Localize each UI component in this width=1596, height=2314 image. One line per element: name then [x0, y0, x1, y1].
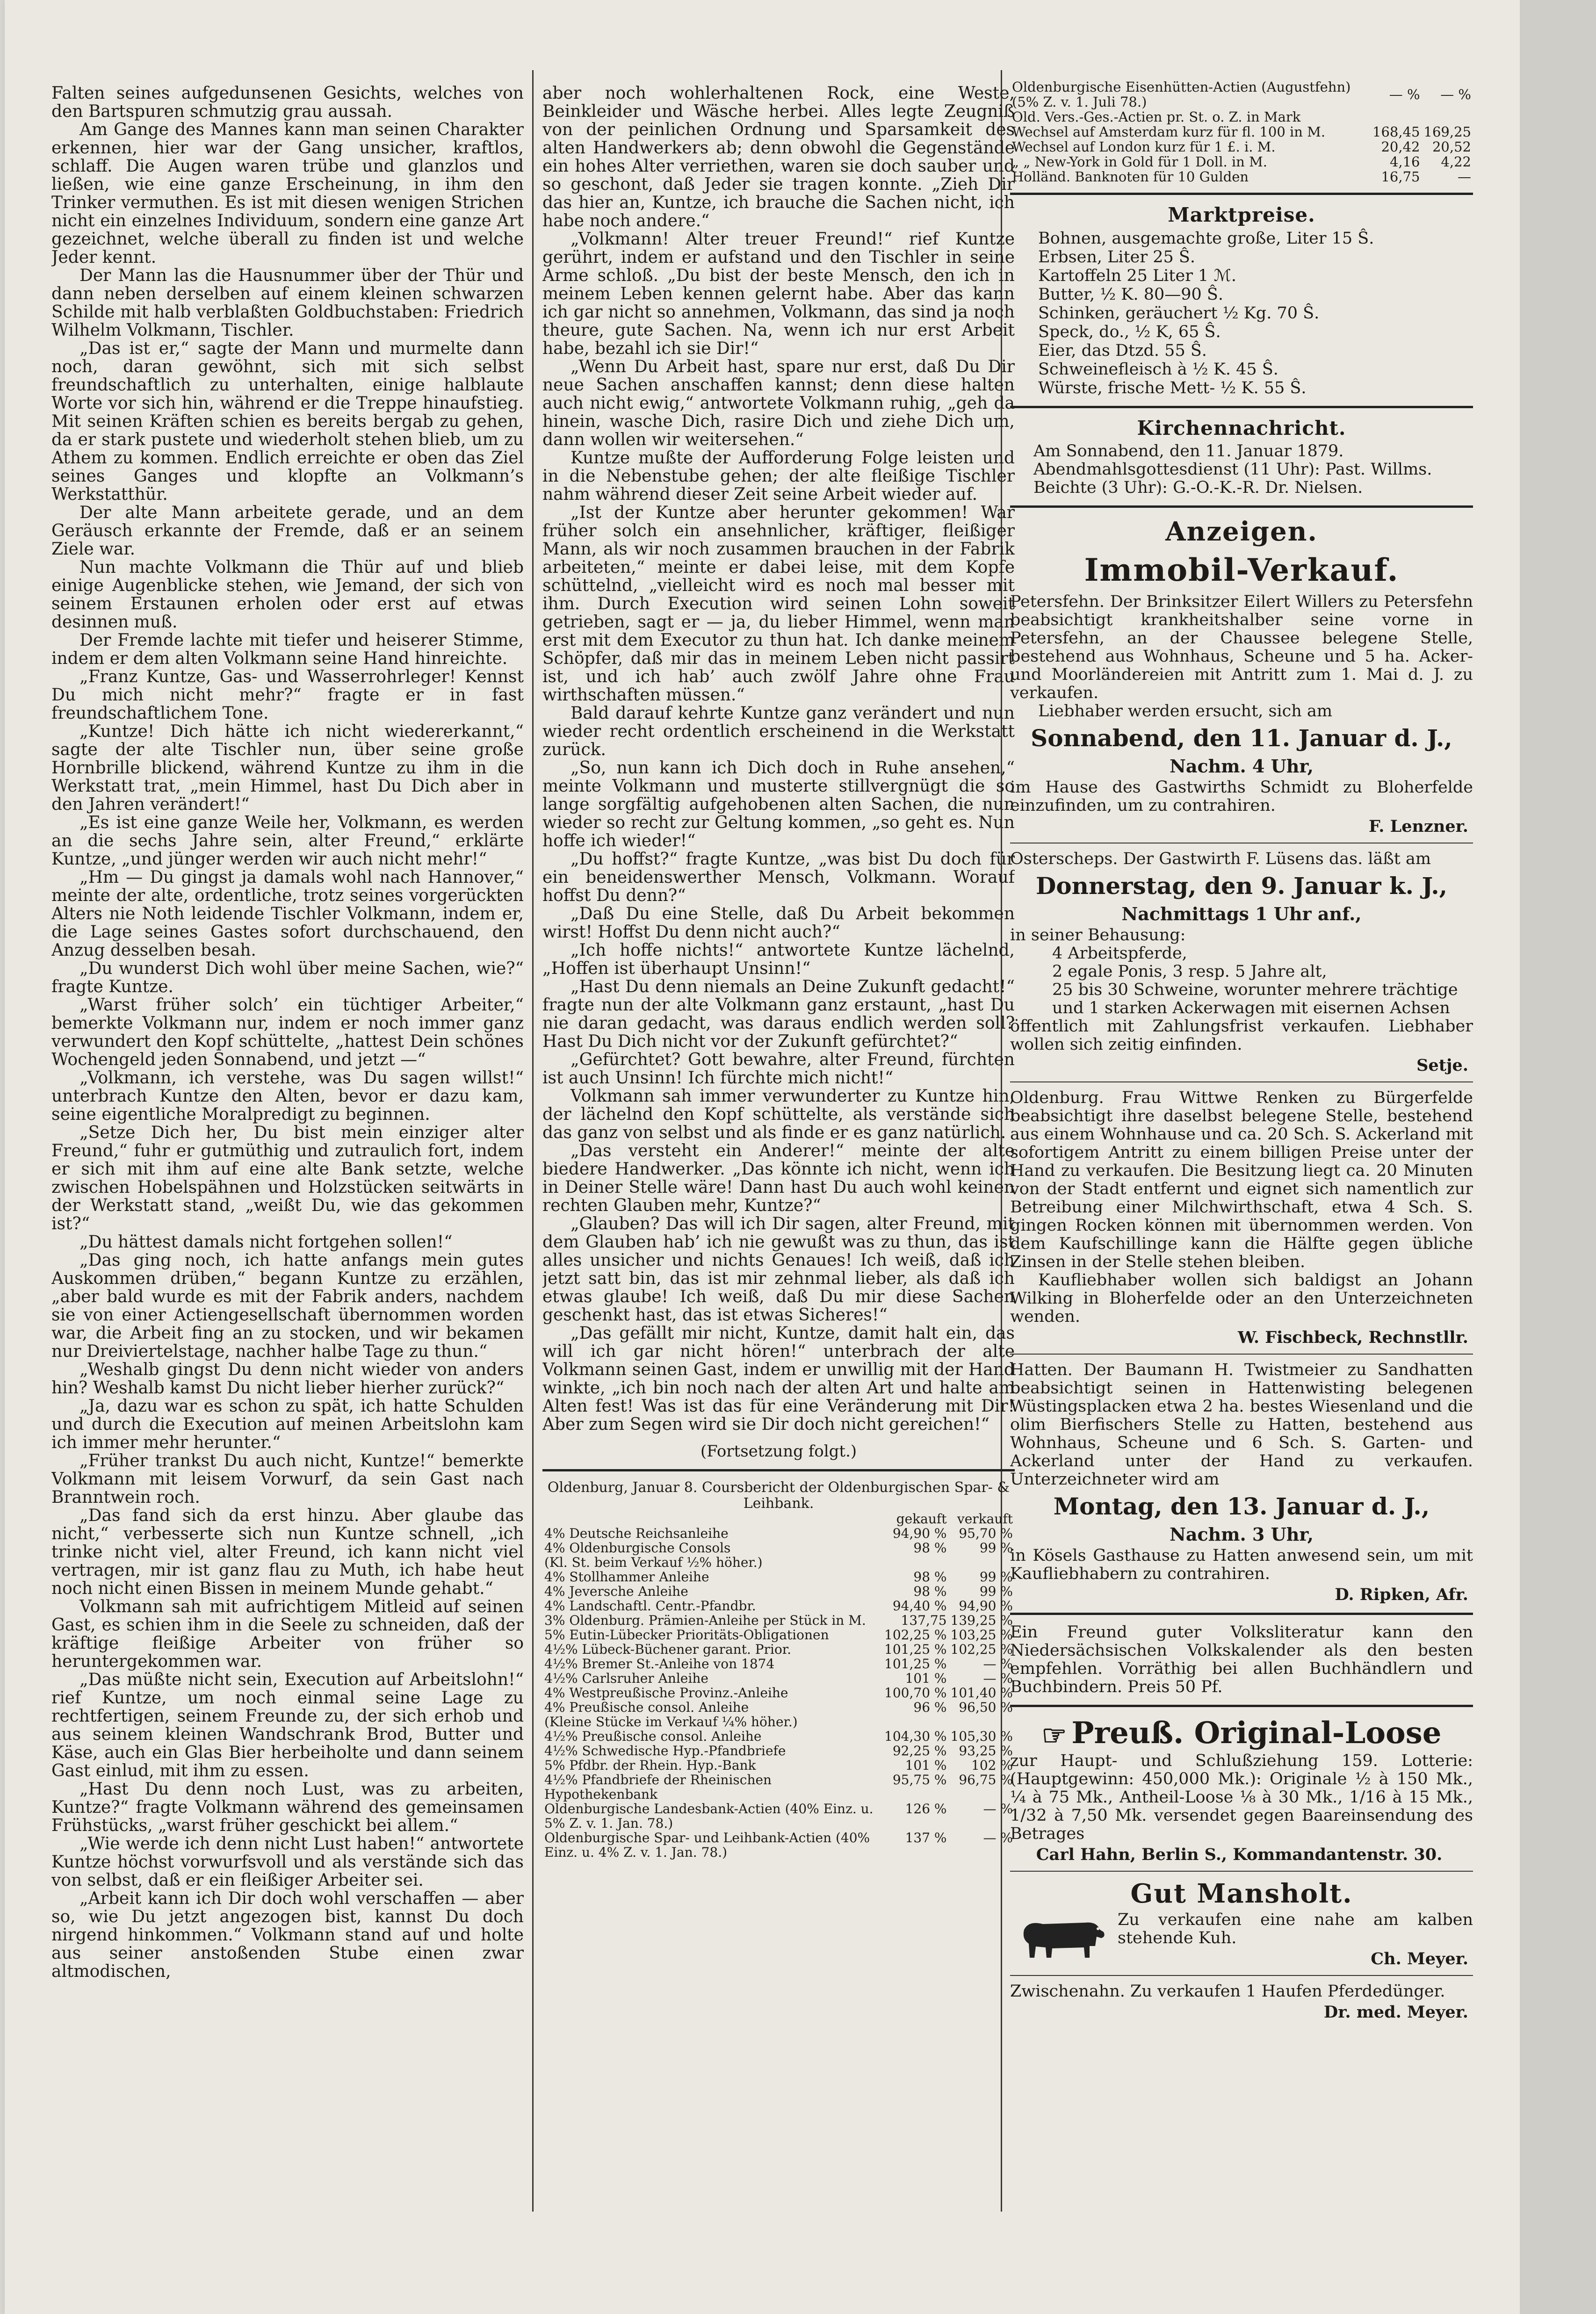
paragraph: Der alte Mann arbeitete gerade, und an dem Geräusch erkannte der Fremde, daß er an seinem Ziele war. — [51, 503, 524, 559]
row-value — [1422, 109, 1473, 124]
row-label: Old. Vers.-Ges.-Actien pr. St. o. Z. in Mark — [1012, 109, 1301, 125]
row-value: 105,30 % — [950, 1729, 1013, 1744]
table-row — [542, 1657, 1015, 1671]
row-label: Oldenburgische Landesbank-Actien (40% Einz. u. 5% Z. v. 1. Jan. 78.) — [544, 1801, 874, 1831]
row-value: 99 % — [979, 1540, 1013, 1556]
table-row — [542, 1613, 1015, 1628]
row-value: 102 % — [971, 1758, 1013, 1773]
cow-icon — [1015, 1911, 1108, 1962]
table-row — [542, 1773, 1015, 1802]
row-value: 101,25 % — [884, 1642, 947, 1657]
row-label: 3% Oldenburg. Prämien-Anleihe per Stück in M. — [544, 1613, 866, 1628]
row-value: 103,25 % — [950, 1627, 1013, 1643]
pointing-hand-icon: ☞ — [1041, 1719, 1067, 1752]
section-rule — [542, 1469, 1015, 1471]
row-value: 137 % — [905, 1830, 947, 1845]
ad-text: Kaufliebhaber wollen sich baldigst an Johann Wilking in Bloherfelde oder an den Unterzeichneten wenden. — [1010, 1271, 1473, 1326]
ad-text: Ein Freund guter Volksliteratur kann den Niedersächsischen Volkskalender als den besten empfehlen. Vorräthig bei allen Buchhändlern und Buchbindern. Preis 50 Pf. — [1010, 1623, 1473, 1696]
row-value — [1371, 109, 1422, 124]
paragraph: „Das müßte nicht sein, Execution auf Arbeitslohn!“ rief Kuntze, um noch einmal seine Lage zu rechtfertigen, seinem Freunde zu, der sich erhob und aus seinem kleinen Wandschrank Brod, Butter und Käse, auch ein Glas Bier herbeiholte und dann seinem Gast einlud, mit ihm zu essen. — [51, 1670, 524, 1781]
row-value — [882, 1715, 948, 1729]
ad-list-item: und 1 starken Ackerwagen mit eisernen Achsen — [1052, 999, 1450, 1017]
table-row — [542, 1744, 1015, 1758]
table-row — [1010, 109, 1473, 124]
table-row — [542, 1802, 1015, 1831]
market-item: Schweinefleisch à ½ K. 45 Ŝ. — [1038, 360, 1278, 379]
ad-signature: Carl Hahn, Berlin S., Kommandantenstr. 30. — [1036, 1845, 1443, 1864]
paragraph: „Warst früher solch’ ein tüchtiger Arbeiter,“ bemerkte Volkmann nur, indem er noch immer ganz verwundert den Kopf schüttelte, „hattest Dein schönes Wochengeld jeden Sonnabend, und jetzt —“ — [51, 995, 524, 1069]
row-value: 93,25 % — [959, 1743, 1013, 1759]
ad-divider — [1010, 1081, 1473, 1082]
row-label: 4% Deutsche Reichsanleihe — [544, 1526, 729, 1541]
row-value: 102,25 % — [884, 1627, 947, 1643]
row-value: — % — [1440, 87, 1471, 102]
ad-text: Oldenburg. Frau Wittwe Renken zu Bürgerfelde beabsichtigt ihre daselbst belegene Stelle, bestehend aus einem Wohnhause und ca. 20 Sch. S. Ackerland mit sofortigem Antritt zu einem billigen Preise unter der Hand zu verkaufen. Die Besitzung liegt ca. 20 Minuten von der Stadt entfernt und eignet sich namentlich zur Betreibung einer Milchwirthschaft, etwa 4 Sch. S. gingen Rocken können mit übernommen werden. Von dem Kaufschillinge kann die Hälfte gegen übliche Zinsen in der Stelle stehen bleiben. — [1010, 1089, 1473, 1271]
row-value: — — [1458, 169, 1471, 185]
section-rule — [1010, 1613, 1473, 1615]
table-row — [542, 1570, 1015, 1584]
table-row — [542, 1526, 1015, 1541]
paragraph: „Arbeit kann ich Dir doch wohl verschaffen — aber so, wie Du jetzt angezogen bist, kannst Du doch nirgend hinkommen.“ Volkmann stand auf und holte aus seiner anstoßenden Stube einen zwar altmodischen, — [51, 1889, 524, 1981]
market-item: Speck, do., ½ K, 65 Ŝ. — [1038, 323, 1221, 341]
row-value: 4,16 — [1389, 154, 1420, 170]
row-label: 4½% Bremer St.-Anleihe von 1874 — [544, 1656, 775, 1672]
table-row — [542, 1628, 1015, 1642]
ad-text: öffentlich mit Zahlungsfrist verkaufen. Liebhaber wollen sich zeitig einfinden. — [1010, 1017, 1473, 1054]
paragraph: „Du hättest damals nicht fortgehen sollen!“ — [79, 1233, 453, 1252]
market-item: Erbsen, Liter 25 Ŝ. — [1038, 248, 1195, 267]
course-table — [542, 1512, 1015, 1860]
table-row — [542, 1599, 1015, 1613]
ad-list-item: 4 Arbeitspferde, — [1052, 944, 1187, 963]
row-value: 102,25 % — [950, 1642, 1013, 1657]
table-row — [542, 1555, 1015, 1570]
column-story-part1 — [51, 84, 524, 2216]
table-row — [542, 1541, 1015, 1555]
lottery-heading — [1010, 1716, 1473, 1752]
table-row — [542, 1642, 1015, 1657]
market-item: Bohnen, ausgemachte große, Liter 15 Ŝ. — [1038, 229, 1374, 248]
table-row — [542, 1671, 1015, 1686]
row-value: 99 % — [979, 1569, 1013, 1585]
church-title: Kirchennachricht. — [1137, 417, 1346, 440]
paragraph: Volkmann sah immer verwunderter zu Kuntze hin, der lächelnd den Kopf schüttelte, als verstände sich das ganz von selbst und als finde er es ganz natürlich. — [542, 1087, 1015, 1142]
paragraph: „Weshalb gingst Du denn nicht wieder von anders hin? Weshalb kamst Du nicht lieber hierher zurück?“ — [51, 1360, 524, 1398]
row-value: 101 % — [905, 1758, 947, 1773]
row-label: 4% Preußische consol. Anleihe — [544, 1700, 749, 1715]
row-label: 4% Jeversche Anleihe — [544, 1584, 688, 1599]
paragraph: „Wie werde ich denn nicht Lust haben!“ antwortete Kuntze höchst vorwurfsvoll und als verstände sich das von selbst, daß er ein fleißiger Arbeiter sei. — [51, 1834, 524, 1890]
table-row — [542, 1715, 1015, 1729]
paragraph: „Das versteht ein Anderer!“ meinte der alte biedere Handwerker. „Das könnte ich nicht, wenn ich in Deiner Stelle wäre! Dann hast Du auch wohl keinen rechten Glauben mehr, Kuntze?“ — [542, 1141, 1015, 1215]
market-list — [1010, 229, 1473, 397]
ad-date: Montag, den 13. Januar d. J., — [1053, 1492, 1430, 1520]
row-label: 5% Pfdbr. der Rhein. Hyp.-Bank — [544, 1758, 756, 1773]
ad-list-item: 2 egale Ponis, 3 resp. 5 Jahre alt, — [1052, 962, 1327, 981]
ads-title: Anzeigen. — [1165, 516, 1318, 547]
church-line: Abendmahlsgottesdienst (11 Uhr): Past. Willms. — [1033, 460, 1432, 479]
lottery-heading-text: Preuß. Original-Loose — [1071, 1716, 1442, 1751]
header-cell: gekauft — [896, 1511, 947, 1527]
row-label: (Kl. St. beim Verkauf ½% höher.) — [544, 1555, 763, 1570]
market-title: Marktpreise. — [1168, 203, 1315, 226]
paragraph: Falten seines aufgedunsenen Gesichts, welches von den Bartspuren schmutzig grau aussah. — [51, 84, 524, 121]
ad-signature: W. Fischbeck, Rechnstllr. — [1238, 1328, 1468, 1347]
paragraph: „Hast Du denn noch Lust, was zu arbeiten, Kuntze?“ fragte Volkmann während des gemeinsamen Frühstücks, „warst früher geschickt bei allem.“ — [51, 1780, 524, 1835]
ad-heading: Immobil-Verkauf. — [1084, 552, 1399, 588]
row-value: — % — [983, 1671, 1013, 1686]
ad-text: Osterscheps. Der Gastwirth F. Lüsens das. läßt am — [1010, 850, 1431, 868]
row-value: 94,90 % — [892, 1526, 947, 1541]
row-value: 95,70 % — [959, 1526, 1013, 1541]
row-label: 4% Westpreußische Provinz.-Anleihe — [544, 1685, 788, 1701]
paragraph: „Das ist er,“ sagte der Mann und murmelte dann noch, daran gewöhnt, sich mit sich selbst freundschaftlich zu unterhalten, einige halblaute Worte vor sich hin, während er die Treppe hinaufstieg. Mit seinen Kräften schien es bereits bergab zu gehen, da er stark pustete und wiederholt stehen blieb, um zu Athem zu kommen. Endlich erreichte er oben das Ziel seines Ganges und klopfte an Volkmann’s Werkstatthür. — [51, 339, 524, 504]
row-value: 101 % — [905, 1671, 947, 1686]
ad-date: Sonnabend, den 11. Januar d. J., — [1031, 724, 1452, 752]
row-value: — % — [1389, 87, 1420, 102]
row-value: 98 % — [913, 1540, 947, 1556]
row-label: 4½% Pfandbriefe der Rheinischen Hypothekenbank — [544, 1772, 772, 1802]
row-value: 100,70 % — [884, 1685, 947, 1701]
row-value: 20,42 — [1381, 139, 1420, 155]
paragraph: „Hast Du denn niemals an Deine Zukunft gedacht!“ fragte nun der alte Volkmann ganz erstaunt, „hast Du nie daran gedacht, was daraus endlich werden soll? Hast Du Dich nicht vor der Zukunft gefürchtet?“ — [542, 977, 1015, 1051]
row-value: — % — [983, 1830, 1013, 1845]
paragraph: „Das ging noch, ich hatte anfangs mein gutes Auskommen drüben,“ begann Kuntze zu erzählen, „aber bald wurde es mit der Fabrik anders, nachdem sie von einer Actiengesellschaft übernommen worden war, die Arbeit fing an zu stocken, und wir bekamen nur Dreiviertelstage, nachher halbe Tage zu thun.“ — [51, 1251, 524, 1361]
table-row — [542, 1729, 1015, 1744]
row-value: 95,75 % — [892, 1772, 947, 1788]
ad-text: Liebhaber werden ersucht, sich am — [1038, 702, 1333, 721]
ad-signature: Ch. Meyer. — [1371, 1949, 1468, 1968]
row-label: 4½% Lübeck-Büchener garant. Prior. — [544, 1642, 792, 1657]
row-value: 101,40 % — [950, 1685, 1013, 1701]
row-label: Oldenburgische Eisenhütten-Actien (Augustfehn) (5% Z. v. 1. Juli 78.) — [1012, 79, 1351, 110]
row-value: — % — [983, 1656, 1013, 1672]
paragraph: „Du wunderst Dich wohl über meine Sachen, wie?“ fragte Kuntze. — [51, 959, 524, 996]
ad-text: im Hause des Gastwirths Schmidt zu Bloherfelde einzufinden, um zu contrahiren. — [1010, 778, 1473, 815]
paragraph: „Setze Dich her, Du bist mein einziger alter Freund,“ fuhr er gutmüthig und zutraulich fort, indem er sich mit ihm auf eine alte Bank setzte, welche zwischen Hobelspähnen und Holzstücken seitwärts in der Werkstatt stand, „weißt Du, wie das gekommen ist?“ — [51, 1123, 524, 1233]
row-label: 4½% Carlsruher Anleihe — [544, 1671, 708, 1686]
row-label: (Kleine Stücke im Verkauf ¼% höher.) — [544, 1714, 798, 1730]
row-value: 101,25 % — [884, 1656, 947, 1672]
section-rule — [1010, 505, 1473, 508]
row-value: 96,50 % — [959, 1700, 1013, 1715]
paragraph: Kuntze mußte der Aufforderung Folge leisten und in die Nebenstube gehen; der alte fleißige Tischler nahm während dieser Zeit seine Arbeit wieder auf. — [542, 448, 1015, 504]
market-item: Butter, ½ K. 80—90 Ŝ. — [1038, 285, 1223, 304]
row-label: 4% Oldenburgische Consols — [544, 1540, 731, 1556]
ad-text: Petersfehn. Der Brinksitzer Eilert Willers zu Petersfehn beabsichtigt krankheitshalber seine vorne in Petersfehn, an der Chaussee belegene Stelle, bestehend aus Wohnhaus, Scheune und 5 ha. Acker- und Moorländereien mit Antritt zum 1. Mai d. J. zu verkaufen. — [1010, 592, 1473, 702]
paragraph: „Du hoffst?“ fragte Kuntze, „was bist Du doch für ein beneidenswerther Mensch, Volkmann. Worauf hoffst Du denn?“ — [542, 850, 1015, 905]
column-notices — [1010, 79, 1473, 2212]
ad-signature: Dr. med. Meyer. — [1323, 2002, 1468, 2022]
row-value: 137,75 — [901, 1613, 947, 1628]
row-value: 104,30 % — [884, 1729, 947, 1744]
header-cell — [542, 1512, 882, 1526]
table-row — [542, 1700, 1015, 1715]
paragraph: „Hm — Du gingst ja damals wohl nach Hannover,“ meinte der alte, ordentliche, trotz seines vorgerückten Alters nie Noth leidende Tischler Volkmann, indem er, die Lage seines Gastes sofort durchschauend, den Anzug desselben besah. — [51, 868, 524, 960]
paragraph: aber noch wohlerhaltenen Rock, eine Weste, Beinkleider und Wäsche herbei. Alles legte Zeugniß von der peinlichen Ordnung und Sparsamkeit des alten Handwerkers ab; denn obwohl die Gegenstände ein hohes Alter verriethen, waren sie doch sauber und so geschont, daß Jeder sie tragen konnte. „Zieh Dir das hier an, Kuntze, ich brauche die Sachen nicht, ich habe noch andere.“ — [542, 84, 1015, 231]
church-line: Beichte (3 Uhr): G.-O.-K.-R. Dr. Nielsen. — [1033, 478, 1363, 497]
table-row — [542, 1758, 1015, 1773]
header-cell: verkauft — [957, 1511, 1013, 1527]
row-value: 20,52 — [1432, 139, 1471, 155]
paragraph: Nun machte Volkmann die Thür auf und blieb einige Augenblicke stehen, wie Jemand, der sich von seinem Erstaunen erholen oder erst auf etwas desinnen muß. — [51, 558, 524, 632]
ad-time: Nachmittags 1 Uhr anf., — [1121, 903, 1362, 924]
section-rule — [1010, 406, 1473, 408]
table-row — [542, 1584, 1015, 1599]
row-value: 94,40 % — [892, 1598, 947, 1614]
row-value — [949, 1715, 1015, 1729]
row-value: 92,25 % — [892, 1743, 947, 1759]
row-value: 99 % — [979, 1584, 1013, 1599]
ad-divider — [1010, 1975, 1473, 1976]
ad-signature: F. Lenzner. — [1368, 817, 1468, 836]
table-row — [542, 1831, 1015, 1860]
market-item: Würste, frische Mett- ½ K. 55 Ŝ. — [1038, 379, 1307, 397]
table-row — [542, 1686, 1015, 1700]
paragraph: „Kuntze! Dich hätte ich nicht wiedererkannt,“ sagte der alte Tischler nun, über seine große Hornbrille blickend, während Kuntze zu ihm in die Werkstatt trat, „mein Himmel, hast Du Dich aber in den Jahren verändert!“ — [51, 722, 524, 814]
row-label: 4% Stollhammer Anleihe — [544, 1569, 709, 1585]
ad-text: zur Haupt- und Schlußziehung 159. Lotterie: (Hauptgewinn: 450,000 Mk.): Originale ½ à 150 Mk., ¼ à 75 Mk., Antheil-Loose ⅛ à 30 Mk., 1/16 à 15 Mk., 1/32 à 7,50 Mk. versendet gegen Baareinsendung des Betrages — [1010, 1751, 1473, 1843]
paragraph: „Gefürchtet? Gott bewahre, alter Freund, fürchten ist auch Unsinn! Ich fürchte mich nicht!“ — [542, 1050, 1015, 1088]
paragraph: „Ist der Kuntze aber herunter gekommen! War früher solch ein ansehnlicher, kräftiger, fleißiger Mann, als wir noch zusammen brauchen in der Fabrik arbeiteten,“ meinte er dabei leise, mit dem Kopfe schüttelnd, „vielleicht wird es noch mal besser mit ihm. Durch Execution wird seinen Lohn soweit getrieben, sagt er — ja, du lieber Himmel, wenn man erst mit dem Executor zu thun hat. Ich danke meinem Schöpfer, daß mir das in meinem Leben nicht passirt ist, und ich hab’ auch zwölf Jahre ohne Frau wirthschaften müssen.“ — [542, 503, 1015, 705]
section-rule — [1010, 193, 1473, 195]
paragraph: „Wenn Du Arbeit hast, spare nur erst, daß Du Dir neue Sachen anschaffen kannst; denn diese halten auch nicht ewig,“ antwortete Volkmann ruhig, „geh da hinein, wasche Dich, rasire Dich und ziehe Dich um, dann wollen wir weitersehen.“ — [542, 357, 1015, 449]
ad-text: Zu verkaufen eine nahe am kalben stehende Kuh. — [1118, 1910, 1473, 1947]
row-label: 4% Landschaftl. Centr.-Pfandbr. — [544, 1598, 756, 1614]
market-item: Eier, das Dtzd. 55 Ŝ. — [1038, 341, 1207, 360]
section-rule — [1010, 1705, 1473, 1707]
continuation-note: (Fortsetzung folgt.) — [700, 1442, 857, 1461]
paragraph: „Früher trankst Du auch nicht, Kuntze!“ bemerkte Volkmann mit leisem Vorwurf, da sein Gast nach Branntwein roch. — [51, 1451, 524, 1507]
row-label: Holländ. Banknoten für 10 Gulden — [1012, 169, 1249, 185]
column-story-part2 — [542, 84, 1015, 2216]
row-value — [949, 1555, 1015, 1570]
paragraph: Der Fremde lachte mit tiefer und heiserer Stimme, indem er dem alten Volkmann seine Hand hinreichte. — [51, 631, 524, 668]
paragraph: Volkmann sah mit aufrichtigem Mitleid auf seinen Gast, es schien ihm in die Seele zu schneiden, daß der kräftige fleißige Arbeiter von früher so heruntergekommen war. — [51, 1597, 524, 1671]
course-header-row — [542, 1512, 1015, 1526]
row-value: 94,90 % — [959, 1598, 1013, 1614]
paragraph: „Es ist eine ganze Weile her, Volkmann, es werden an die sechs Jahre sein, alter Freund,“ erklärte Kuntze, „und jünger werden wir auch nicht mehr!“ — [51, 813, 524, 869]
row-value: 96 % — [913, 1700, 947, 1715]
paragraph: Am Gange des Mannes kann man seinen Charakter erkennen, hier war der Gang unsicher, kraftlos, schlaff. Die Augen waren trübe und glanzlos und ließen, wie eine ganze Erscheinung, in ihm den Trinker vermuthen. Es ist mit diesen wenigen Strichen nicht ein einzelnes Individuum, sondern eine ganze Art gezeichnet, welche überall zu finden ist und welche Jeder kennt. — [51, 120, 524, 267]
paragraph: Der Mann las die Hausnummer über der Thür und dann neben derselben auf einem kleinen schwarzen Schilde mit halb verblaßten Goldbuchstaben: Friedrich Wilhelm Volkmann, Tischler. — [51, 266, 524, 340]
paragraph: „Ich hoffe nichts!“ antwortete Kuntze lächelnd, „Hoffen ist überhaupt Unsinn!“ — [542, 941, 1015, 978]
church-line: Am Sonnabend, den 11. Januar 1879. — [1033, 442, 1344, 461]
ad-time: Nachm. 4 Uhr, — [1170, 756, 1314, 777]
table-row — [1010, 124, 1473, 139]
row-label: 5% Eutin-Lübecker Prioritäts-Obligationen — [544, 1627, 829, 1643]
ad-signature: Setje. — [1416, 1056, 1468, 1075]
row-label: Wechsel auf Amsterdam kurz für fl. 100 in M. — [1012, 124, 1326, 140]
row-value: 96,75 % — [959, 1772, 1013, 1788]
paragraph: „Ja, dazu war es schon zu spät, ich hatte Schulden und durch die Execution auf meinen Arbeitslohn kam ich immer mehr herunter.“ — [51, 1397, 524, 1452]
row-value: 4,22 — [1441, 154, 1471, 170]
course-report-title: Oldenburg, Januar 8. Coursbericht der Oldenburgischen Spar- & Leihbank. — [547, 1479, 1010, 1512]
row-label: „ „ New-York in Gold für 1 Doll. in M. — [1012, 154, 1267, 170]
row-label: Oldenburgische Spar- und Leihbank-Actien (40% Einz. u. 4% Z. v. 1. Jan. 78.) — [544, 1830, 870, 1860]
ad-list-item: 25 bis 30 Schweine, worunter mehrere trächtige — [1052, 980, 1458, 999]
ad-divider — [1010, 1354, 1473, 1355]
paragraph: „Daß Du eine Stelle, daß Du Arbeit bekommen wirst! Hoffst Du denn nicht auch?“ — [542, 904, 1015, 942]
ad-text: in Kösels Gasthause zu Hatten anwesend sein, um mit Kaufliebhabern zu contrahiren. — [1010, 1546, 1473, 1583]
row-label: Wechsel auf London kurz für 1 £. i. M. — [1012, 139, 1276, 155]
paragraph: „Volkmann, ich verstehe, was Du sagen willst!“ unterbrach Kuntze den Alten, bevor er dazu kam, seine eigentliche Moralpredigt zu beginnen. — [51, 1068, 524, 1124]
table-row — [1010, 139, 1473, 154]
page-edge — [1520, 0, 1596, 2314]
paragraph: „Das gefällt mir nicht, Kuntze, damit halt ein, das will ich gar nicht hören!“ unterbrach der alte Volkmann seinen Gast, indem er unwillig mit der Hand winkte, „ich bin noch nach der alten Art und halte am Alten fest! Was ist das für eine Veränderung mit Dir! Aber zum Segen wird sie Dir doch nicht gereichen!“ — [542, 1324, 1015, 1434]
market-item: Kartoffeln 25 Liter 1 ℳ. — [1038, 267, 1236, 285]
table-row — [1010, 169, 1473, 184]
row-value: 126 % — [905, 1801, 947, 1817]
row-value — [882, 1555, 948, 1570]
table-row — [1010, 154, 1473, 169]
column-divider — [532, 70, 534, 2212]
paragraph: „Das fand sich da erst hinzu. Aber glaube das nicht,“ verbesserte sich nun Kuntze schnell, „ich trinke nicht viel, alter Freund, ich kann nicht viel vertragen, mir ist ganz flau zu Muth, ich habe heut noch nicht einen Bissen in meinem Munde gehabt.“ — [51, 1506, 524, 1598]
row-label: 4½% Schwedische Hyp.-Pfandbriefe — [544, 1743, 786, 1759]
row-value: 16,75 — [1381, 169, 1420, 185]
ad-text: in seiner Behausung: — [1010, 926, 1186, 944]
row-label: 4½% Preußische consol. Anleihe — [544, 1729, 762, 1744]
ad-text: Hatten. Der Baumann H. Twistmeier zu Sandhatten beabsichtigt seinen in Hattenwisting belegenen Wüstingsplacken etwa 2 ha. bestes Wiesenland und die olim Bierfischers Stelle zu Hatten, bestehend aus Wohnhaus, Scheune und 6 Sch. S. Garten- und Ackerland unter der Hand zu verkaufen. Unterzeichneter wird am — [1010, 1361, 1473, 1489]
ad-time: Nachm. 3 Uhr, — [1170, 1524, 1314, 1545]
paragraph: „Volkmann! Alter treuer Freund!“ rief Kuntze gerührt, indem er aufstand und den Tischler in seine Arme schloß. „Du bist der beste Mensch, den ich in meinem Leben kennen gelernt habe. Aber das kann ich gar nicht so annehmen, Volkmann, das sind ja noch theure, gute Sachen. Na, wenn ich nur erst Arbeit habe, bezahl ich sie Dir!“ — [542, 230, 1015, 358]
paragraph: „Franz Kuntze, Gas- und Wasserrohrleger! Kennst Du mich nicht mehr?“ fragte er in fast freundschaftlichem Tone. — [51, 667, 524, 723]
ad-text: Zwischenahn. Zu verkaufen 1 Haufen Pferdedünger. — [1010, 1982, 1445, 2001]
ad-date: Donnerstag, den 9. Januar k. J., — [1035, 872, 1448, 900]
market-item: Schinken, geräuchert ½ Kg. 70 Ŝ. — [1038, 304, 1320, 323]
exchange-table — [1010, 79, 1473, 184]
paragraph: „Glauben? Das will ich Dir sagen, alter Freund, mit dem Glauben hab’ ich nie gewußt was zu thun, das ist alles unsicher und nichts Genaues! Ich weiß, daß ich jetzt satt bin, das ist mir zehnmal lieber, als daß ich etwas glaube! Ich weiß, daß Du mir diese Sachen geschenkt hast, das ist etwas Sicheres!“ — [542, 1214, 1015, 1325]
row-value: — % — [983, 1801, 1013, 1817]
row-value: 139,25 % — [950, 1613, 1013, 1628]
ad-signature: D. Ripken, Afr. — [1335, 1585, 1468, 1604]
row-value: 169,25 — [1423, 124, 1471, 140]
row-value: 168,45 — [1372, 124, 1420, 140]
ad-heading: Gut Mansholt. — [1130, 1878, 1353, 1909]
row-value: 98 % — [913, 1584, 947, 1599]
paragraph: Bald darauf kehrte Kuntze ganz verändert und nun wieder recht ordentlich erscheinend in die Werkstatt zurück. — [542, 704, 1015, 759]
paragraph: „So, nun kann ich Dich doch in Ruhe ansehen,“ meinte Volkmann und musterte stillvergnügt die so lange sorgfältig aufgehobenen alten Sachen, die nun wieder so recht zur Geltung kommen, „so geht es. Nun hoffe ich wieder!“ — [542, 758, 1015, 851]
row-value: 98 % — [913, 1569, 947, 1585]
ad-divider — [1010, 1871, 1473, 1872]
table-row — [1010, 79, 1473, 109]
